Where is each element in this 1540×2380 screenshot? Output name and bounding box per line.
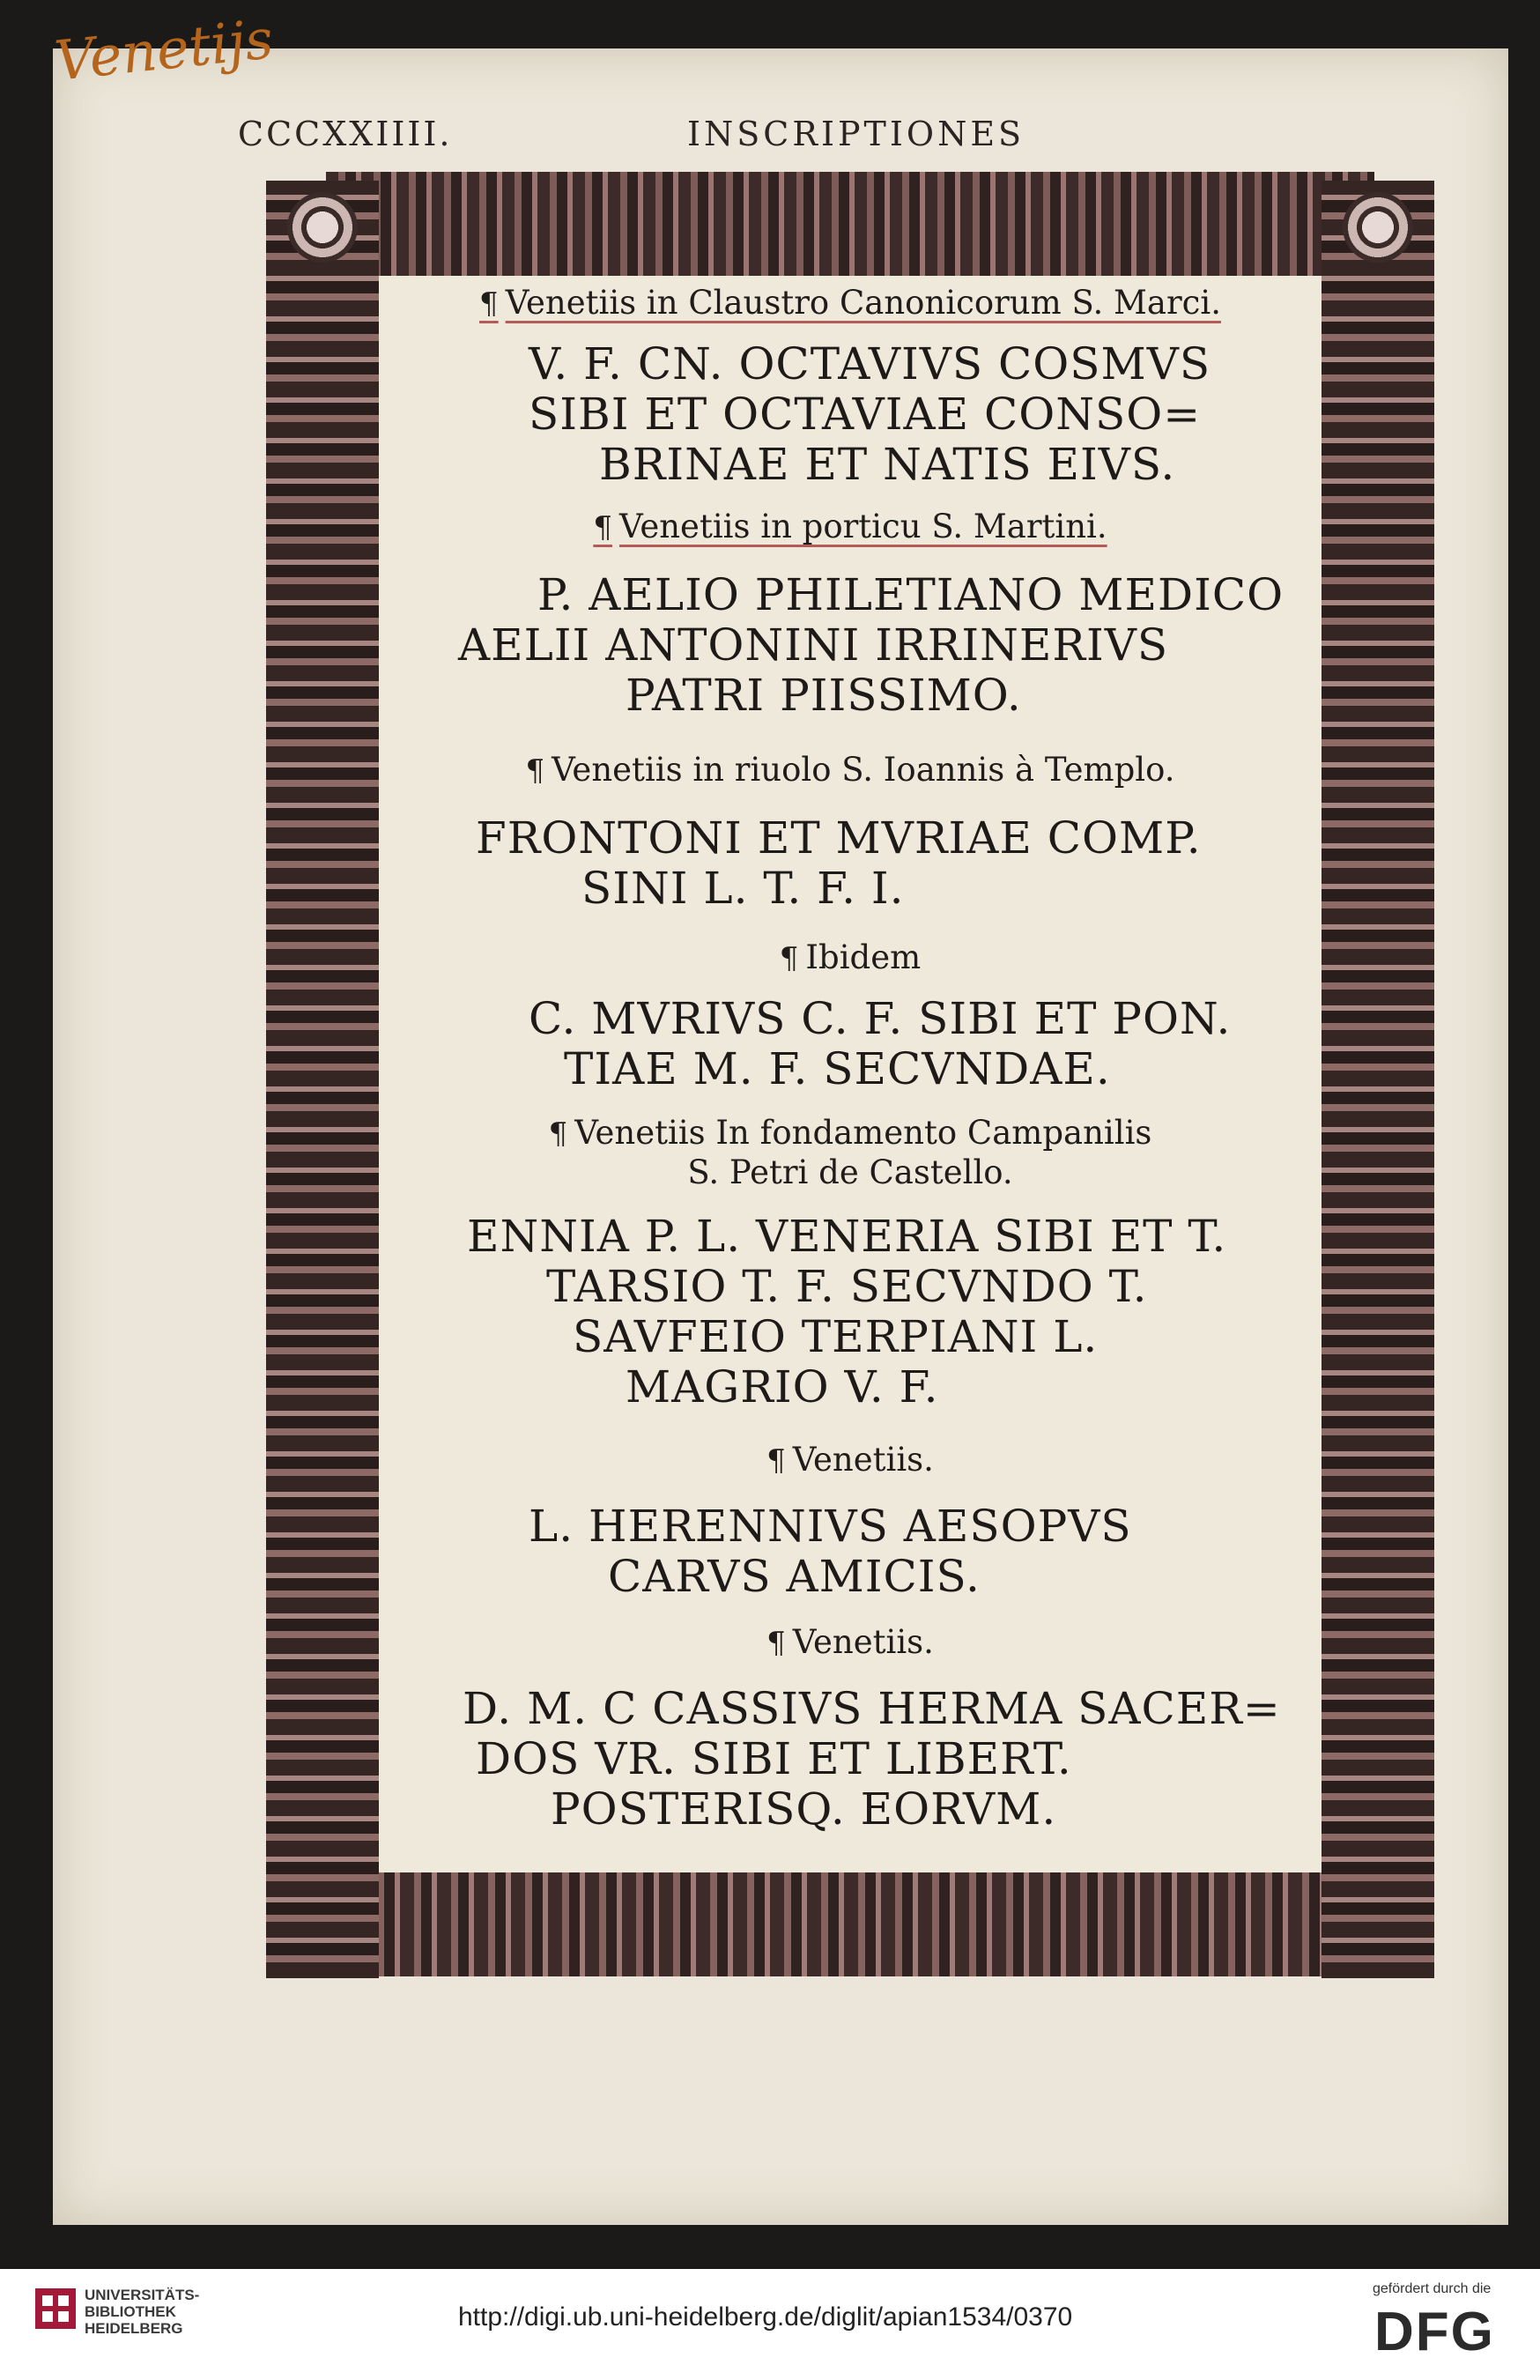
library-name-line: UNIVERSITÄTS- <box>85 2287 200 2303</box>
rosette-ornament-icon <box>1343 192 1413 263</box>
location-caption: ¶ Venetiis. <box>766 1441 934 1479</box>
inscription-line: CARVS AMICIS. <box>608 1551 981 1602</box>
library-name-line: HEIDELBERG <box>85 2320 183 2337</box>
inscription-line: P. AELIO PHILETIANO MEDICO <box>537 569 1285 620</box>
permalink-url[interactable]: http://digi.ub.uni-heidelberg.de/diglit/apian1534/0370 <box>458 2302 1073 2332</box>
viewer-footer <box>0 2269 1540 2380</box>
inscription-line: D. M. C CASSIVS HERMA SACER= <box>463 1683 1281 1734</box>
location-caption-line2: S. Petri de Castello. <box>687 1153 1013 1191</box>
pilcrow-icon: ¶ <box>766 1626 786 1661</box>
rosette-ornament-icon <box>287 192 358 263</box>
location-caption: ¶ Venetiis in riuolo S. Ioannis à Templo. <box>525 751 1175 789</box>
pilcrow-icon: ¶ <box>479 286 499 322</box>
location-caption: ¶ Ibidem <box>779 938 922 976</box>
woodcut-frame-left <box>266 181 379 1978</box>
inscription-line: SAVFEIO TERPIANI L. <box>573 1311 1099 1362</box>
inscription-line: TIAE M. F. SECVNDAE. <box>564 1043 1111 1094</box>
inscription-line: FRONTONI ET MVRIAE COMP. <box>476 812 1202 864</box>
inscription-block <box>529 339 1322 490</box>
pilcrow-icon: ¶ <box>593 510 612 545</box>
pilcrow-icon: ¶ <box>779 941 799 976</box>
inscription-block <box>458 570 1322 721</box>
running-head: INSCRIPTIONES <box>687 115 1025 153</box>
location-caption: ¶ Venetiis in Claustro Canonicorum S. Marci. <box>479 284 1221 322</box>
inscription-line: AELII ANTONINI IRRINERIVS <box>458 619 1169 671</box>
location-caption: ¶ Venetiis In fondamento Campanilis <box>548 1114 1152 1152</box>
inscription-line: L. HERENNIVS AESOPVS <box>529 1501 1132 1552</box>
inscription-line: BRINAE ET NATIS EIVS. <box>599 439 1176 490</box>
inscription-line: SINI L. T. F. I. <box>581 863 905 914</box>
inscription-block <box>529 994 1322 1094</box>
inscription-line: MAGRIO V. F. <box>626 1361 939 1412</box>
inscription-block <box>467 1212 1322 1412</box>
pilcrow-icon: ¶ <box>766 1443 786 1479</box>
inscription-line: V. F. CN. OCTAVIVS COSMVS <box>529 338 1211 389</box>
inscription-line: SIBI ET OCTAVIAE CONSO= <box>529 389 1202 440</box>
inscription-block <box>476 813 1322 914</box>
library-name <box>85 2287 199 2337</box>
inscription-line: DOS VR. SIBI ET LIBERT. <box>476 1733 1072 1784</box>
handwritten-margin-note: Venetijs <box>51 6 277 93</box>
location-caption: ¶ Venetiis. <box>766 1623 934 1661</box>
funding-caption: gefördert durch die <box>1373 2281 1492 2296</box>
inscription-line: POSTERISQ. EORVM. <box>551 1783 1057 1835</box>
pilcrow-icon: ¶ <box>525 753 545 789</box>
woodcut-frame-right <box>1322 181 1434 1978</box>
inscription-block <box>529 1501 1322 1602</box>
library-name-line: BIBLIOTHEK <box>85 2303 176 2320</box>
location-caption: ¶ Venetiis in porticu S. Martini. <box>593 508 1107 545</box>
inscription-line: C. MVRIVS C. F. SIBI ET PON. <box>529 993 1232 1044</box>
inscription-line: PATRI PIISSIMO. <box>626 670 1022 721</box>
woodcut-frame-top <box>326 172 1374 276</box>
inscription-line: TARSIO T. F. SECVNDO T. <box>546 1261 1148 1312</box>
inscription-block <box>463 1684 1322 1835</box>
pilcrow-icon: ¶ <box>548 1116 568 1152</box>
dfg-logo: DFG <box>1374 2302 1495 2362</box>
folio-number: CCCXXIIII. <box>238 115 453 153</box>
inscriptions-content <box>379 280 1322 1835</box>
inscription-line: ENNIA P. L. VENERIA SIBI ET T. <box>467 1211 1227 1262</box>
library-logo-icon <box>35 2288 76 2329</box>
woodcut-frame-bottom <box>326 1872 1374 1976</box>
